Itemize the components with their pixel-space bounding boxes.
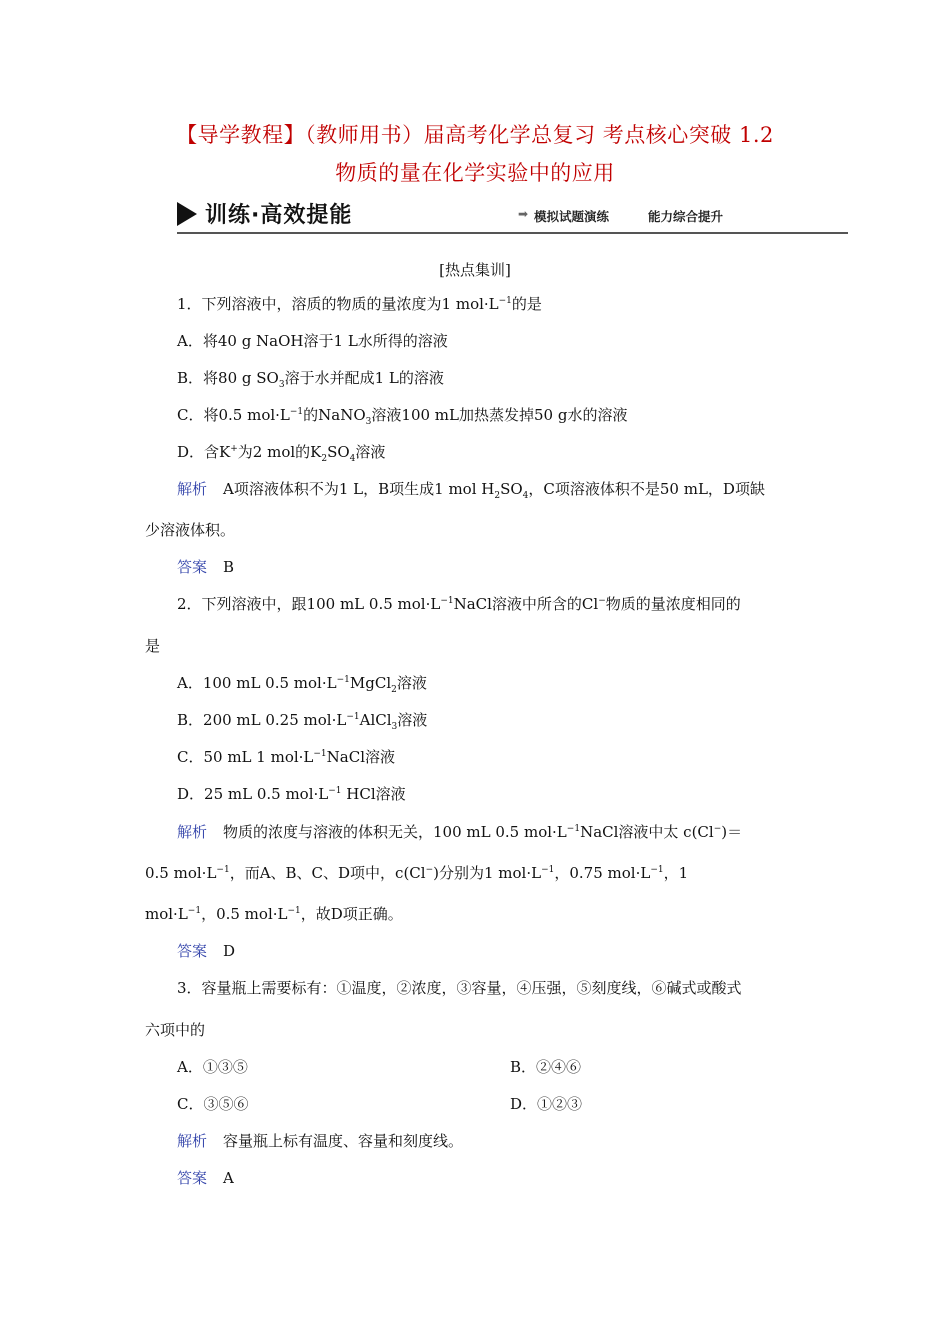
q1-option-d: D．含K+为2 mol的$K_2SO_4$溶液 <box>177 443 386 464</box>
q2-stem: 2．下列溶液中，跟100 mL 0.5 $mol\cdot L^{-1}NaCl$溶液中所含的Cl−物质的量浓度相同的 <box>177 595 741 613</box>
q3-option-d: D．①②③ <box>510 1095 583 1113</box>
q3-option-b: B．②④⑥ <box>510 1058 582 1076</box>
q3-stem: 3．容量瓶上需要标有：①温度，②浓度，③容量，④压强，⑤刻度线，⑥碱式或酸式 <box>177 979 742 997</box>
analysis-label: 解析 <box>177 1132 208 1150</box>
q1-option-b: B．将80 g $SO_3$溶于水并配成1 L的溶液 <box>177 369 444 390</box>
answer-label: 答案 <box>177 558 208 576</box>
q2-option-a: A．100 mL 0.5 $mol\cdot L^{-1}MgCl_2$溶液 <box>177 674 427 695</box>
answer-label: 答案 <box>177 942 208 960</box>
analysis-label: 解析 <box>177 823 208 841</box>
banner-subtitle-ability: 能力综合提升 <box>648 209 724 224</box>
q2-analysis-line2: 0.5 $mol\cdot L^{-1}$，而A、B、C、D项中，c(Cl−)分别为1 $mol\cdot L^{-1}$，0.75 $mol\cdot L^{-1}$，1 <box>145 864 689 882</box>
q2-stem-cont: 是 <box>145 637 161 655</box>
arrow-right-icon: ➡ <box>518 207 529 221</box>
q3-stem-cont: 六项中的 <box>145 1021 206 1039</box>
q1-option-c: C．将0.5 $mol\cdot L^{-1}$的NaNO$_3$溶液100 mL加热蒸发掉50 g水的溶液 <box>177 406 628 427</box>
q3-answer: 答案 A <box>177 1169 234 1187</box>
q1-analysis: 解析 A项溶液体积不为1 L，B项生成1 mol $H_2SO_4$，C项溶液体积不是50 mL，D项缺 <box>177 480 765 501</box>
play-triangle-icon <box>177 202 197 226</box>
q2-option-c: C．50 mL 1 $mol\cdot L^{-1}NaCl$溶液 <box>177 748 396 766</box>
section-heading: [热点集训] <box>439 261 511 279</box>
q1-stem: 1．下列溶液中，溶质的物质的量浓度为1 $mol\cdot L^{-1}$的是 <box>177 295 542 313</box>
q3-option-c: C．③⑤⑥ <box>177 1095 249 1113</box>
title-line-2: 物质的量在化学实验中的应用 <box>335 161 615 185</box>
q1-option-a: A．将40 g NaOH溶于1 L水所得的溶液 <box>177 332 448 350</box>
analysis-label: 解析 <box>177 480 208 498</box>
answer-label: 答案 <box>177 1169 208 1187</box>
q2-answer: 答案 D <box>177 942 236 960</box>
section-banner <box>177 198 848 234</box>
q2-option-d: D．25 mL 0.5 $mol\cdot L^{-1}$ HCl溶液 <box>177 785 406 803</box>
q2-analysis-line3: $mol\cdot L^{-1}$，0.5 $mol\cdot L^{-1}$，故D项正确。 <box>145 905 403 923</box>
q2-analysis: 解析 物质的浓度与溶液的体积无关，100 mL 0.5 $mol\cdot L^{-1}NaCl$溶液中太 c(Cl−)＝ <box>177 823 743 841</box>
q1-answer: 答案 B <box>177 558 235 576</box>
q1-analysis-cont: 少溶液体积。 <box>145 521 236 539</box>
banner-title: 训练·高效提能 <box>205 203 353 228</box>
q2-option-b: B．200 mL 0.25 $mol\cdot L^{-1}AlCl_3$溶液 <box>177 711 428 732</box>
banner-subtitle-practice: 模拟试题演练 <box>534 209 610 224</box>
title-line-1: 【导学教程】（教师用书）届高考化学总复习 考点核心突破 1.2 <box>176 123 774 147</box>
q3-analysis: 解析 容量瓶上标有温度、容量和刻度线。 <box>177 1132 464 1150</box>
q3-option-a: A．①③⑤ <box>177 1058 248 1076</box>
